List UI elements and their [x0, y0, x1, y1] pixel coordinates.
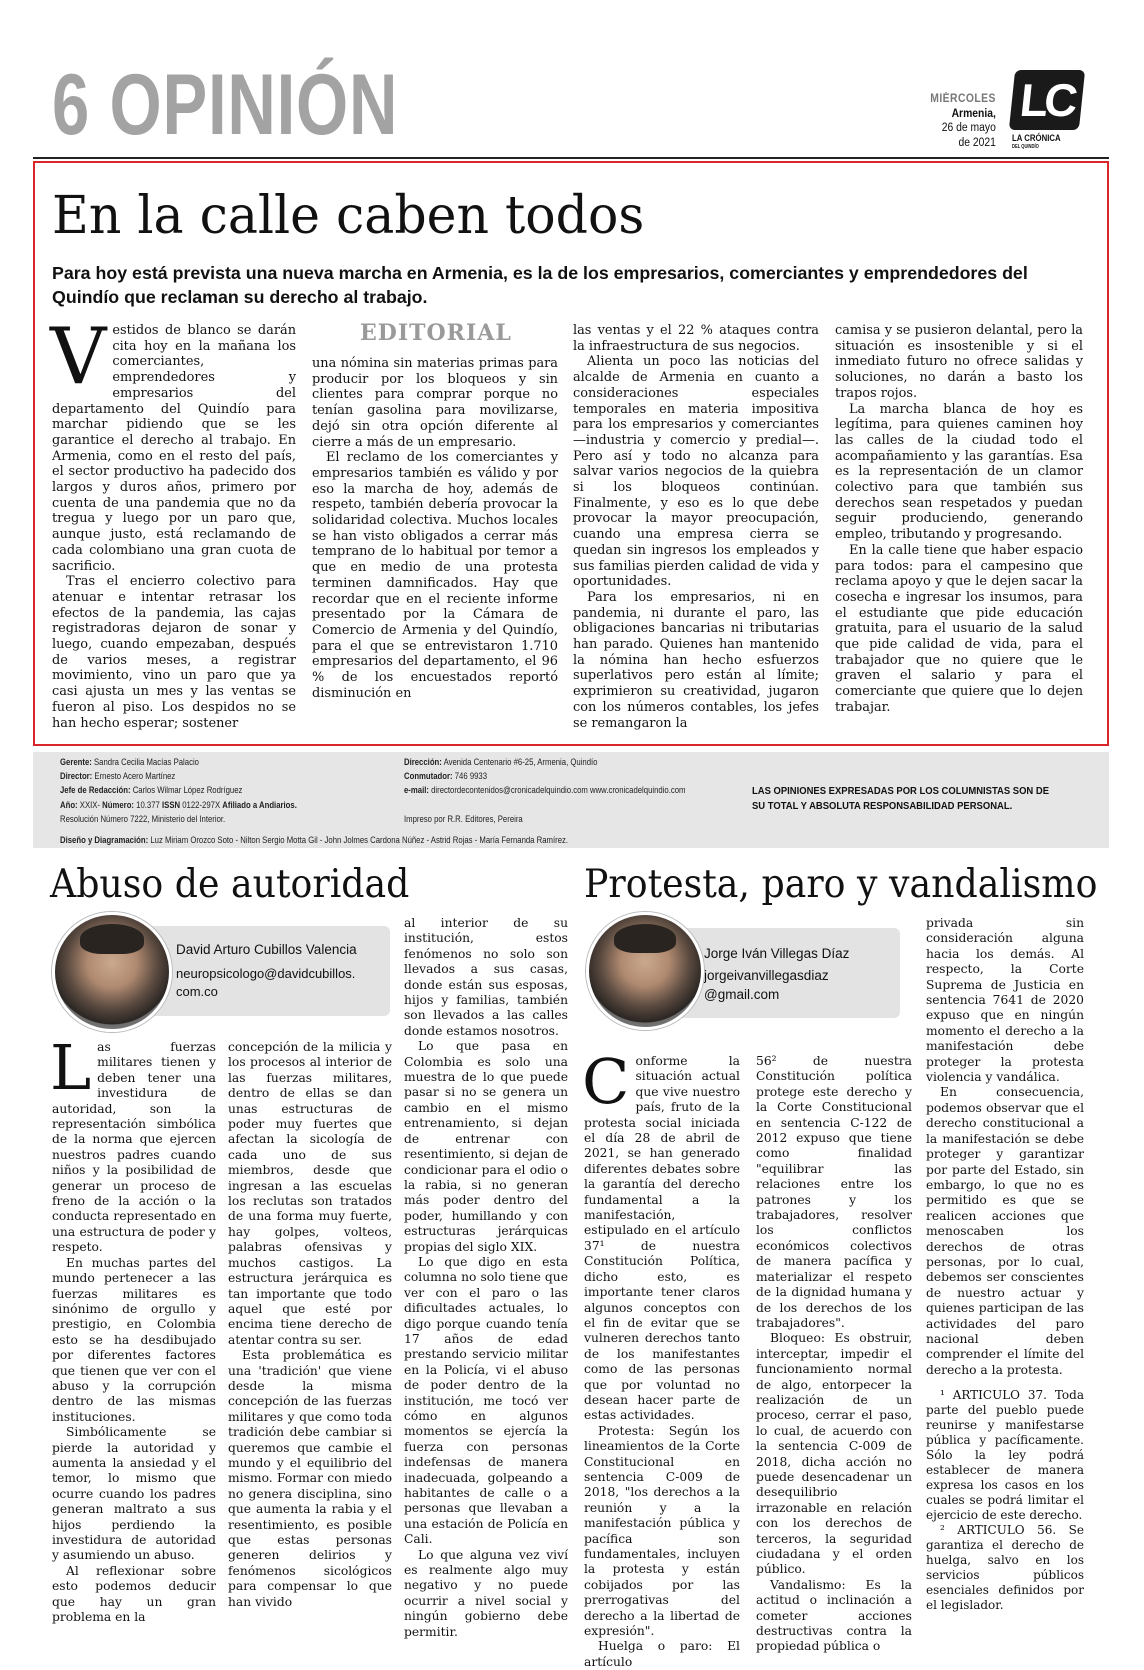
paragraph: Lo que pasa en Colombia es solo una muestra de lo que puede pasar si no se genera un cambio en el mismo entrenamiento, si dejan de entrenar con resentimiento, si dejan de condicionar para el odio o la rabia, si no generan más poder dentro del poder, humillando y con estructuras jerárquicas propias del siglo XIX. — [404, 1039, 568, 1254]
issue-date-line1: 26 de mayo — [941, 122, 996, 134]
editorial-column-1 — [50, 312, 296, 731]
staff-left — [60, 755, 297, 826]
paragraph: Huelga o paro: El artículo — [584, 1639, 740, 1669]
editorial-section-label: EDITORIAL — [360, 320, 512, 346]
issue-day: MIÉRCOLES — [930, 93, 996, 105]
paragraph: Bloqueo: Es obstruir, interceptar, impedir el funcionamiento normal de algo, entorpecer la realización de un proceso, cerrar el paso, lo cual, de acuerdo con la sentencia C-009 de 2018, dicha acción no puede desencadenar un desequilibrio irrazonable en relación con los derechos de terceros, la seguridad ciudadana y el orden público. — [756, 1331, 912, 1577]
dropcap: C — [582, 1045, 630, 1118]
paragraph: Al reflexionar sobre esto podemos deducir que hay un gran problema en la — [52, 1563, 216, 1625]
issue-date-line2: de 2021 — [958, 136, 996, 149]
editorial-dropcap: V — [50, 312, 107, 402]
paragraph: estidos de blanco se darán cita hoy en la mañana los comerciantes, emprendedores y empresarios del departamento del Quindío para marchar pidiendo que se les garantice el derecho al trabajo. En Armenia, como en el resto del país, el sector productivo ha padecido dos largos y duros años, primero por cuenta de una pandemia que no da tregua y luego por un paro que, aunque justo, está reclamando de cada colombiano una gran cuota de sacrificio. — [52, 323, 296, 574]
editorial-column-2 — [312, 356, 558, 701]
staff-director: Director: Ernesto Acero Martínez — [60, 771, 176, 782]
footnote: ² ARTICULO 56. Se garantiza el derecho de huelga, salvo en los servicios públicos esenciales definidos por el legislador. — [926, 1523, 1084, 1613]
paragraph: En muchas partes del mundo pertenecer a las fuerzas militares es sinónimo de orgullo y prestigio, en Colombia esto se ha desdibujado por diferentes factores que tienen que ver con el abuso y la corrupción dentro de las mismas instituciones. — [52, 1255, 216, 1424]
staff-diseno: Diseño y Diagramación: Luz Miriam Orozco Soto - Nilton Sergio Motta Gil - John Jolmes Cardona Núñez - Astrid Rojas - María Fernanda Ramírez. — [60, 835, 569, 845]
paragraph: camisa y se pusieron delantal, pero la situación es insostenible y si el inmediato futuro no ofrece salidas y soluciones, no darán a basto los trapos rojos. — [835, 323, 1083, 401]
author-email-line2: @gmail.com — [704, 987, 780, 1002]
column-left-col-3 — [404, 916, 568, 1640]
author-name: Jorge Iván Villegas Díaz — [704, 946, 850, 961]
paragraph: Vandalismo: Es la actitud o inclinación a cometer acciones destructivas contra la propiedad pública o — [756, 1577, 912, 1654]
paragraph: privada sin consideración alguna hacia los demás. Al respecto, la Corte Suprema de Justicia en sentencia 7641 de 2020 expuso que en ningún momento el derecho a la manifestación debe proteger la protesta violencia y vandálica. — [926, 916, 1084, 1085]
column-right-col-2 — [756, 1054, 912, 1655]
editorial-column-4 — [835, 323, 1083, 716]
issue-city: Armenia, — [951, 107, 996, 120]
author-email-line2: com.co — [176, 984, 218, 999]
paragraph: En la calle tiene que haber espacio para todos: para el campesino que reclama apoyo y que le dejen sacar la cosecha e ingresar los insumos, para el estudiante que pide educación gratuita, para el usuario de la salud que pide calidad de vida, para el trabajador que no quiere que le graven el salario y para el comerciante que quiere que lo dejen trabajar. — [835, 542, 1083, 715]
section-title: 6 OPINIÓN — [52, 57, 399, 153]
author-name: David Arturo Cubillos Valencia — [176, 942, 357, 957]
paragraph: Para los empresarios, ni en pandemia, ni durante el paro, las obligaciones bancarias ni tributarias han parado. Quienes han mantenido la nómina han hecho esfuerzos superlativos pero están al límite; exprimieron su creatividad, jugaron con los números contables, los jefes se remangaron la — [573, 589, 819, 731]
paragraph: Lo que alguna vez viví es realmente algo muy negativo y no puede ocurrir a nivel social y ningún gobierno debe permitir. — [404, 1547, 568, 1639]
paragraph: concepción de la milicia y los procesos al interior de las fuerzas militares, dentro de ellas se dan unas estructuras de poder muy fuertes que afectan la sicología de cada uno de sus miembros, desde que ingresan a las escuelas los reclutas son tratados de una forma muy fuerte, hay golpes, volteos, palabras ofensivas y muchos castigos. La estructura jerárquica es tan importante que todo aquel que esté por encima tiene derecho de atentar contra su ser. — [228, 1040, 392, 1347]
paragraph: 56² de nuestra Constitución política protege este derecho y la Corte Constitucional en sentencia C-122 de 2012 expuso que tiene como finalidad "equilibrar las relaciones entre los patrones y los trabajadores, resolver los conflictos económicos colectivos de manera pacífica y materializar el respeto de la dignidad humana y de los derechos de los trabajadores". — [756, 1054, 912, 1330]
logo-sub: DEL QUINDÍO — [1012, 144, 1039, 150]
issue-date — [930, 92, 996, 150]
paragraph: Simbólicamente se pierde la autoridad y aumenta la ansiedad y el temor, lo mismo que ocurre cuando los padres generan maltrato a sus hijos perdiendo la investidura de autoridad y asumiendo un abuso. — [52, 1425, 216, 1563]
staff-impreso: Impreso por R.R. Editores, Pereira — [404, 813, 523, 824]
staff-direccion: Dirección: Avenida Centenario #6-25, Armenia, Quindío — [404, 757, 598, 767]
paragraph: Esta problemática es una 'tradición' que viene desde la misma concepción de las fuerzas militares y que como toda tradición debe cambiar si queremos que cambie el mundo y el equilibrio del mismo. Formar con miedo no genera disciplina, sino que aumenta la rabia y el resentimiento, es posible que estas personas generen delirios y fenómenos sicológicos para compensar lo que han vivido — [228, 1348, 392, 1609]
author-photo — [52, 912, 172, 1032]
logo-mark: LC — [1009, 70, 1085, 130]
paragraph: Alienta un poco las noticias del alcalde de Armenia en cuanto a consideraciones especiales temporales en materia impositiva para los empresarios y comerciantes —industria y comercio y predial—. Pero así y todo no alcanza para salvar varios negocios de la quiebra si los bloqueos continúan. Finalmente, y eso es lo que debe provocar la mayor preocupación, cuando una empresa cierra se quedan sin ingresos los empleados y sus familias pierden calidad de vida y oportunidades. — [573, 354, 819, 590]
paragraph: La marcha blanca de hoy es legítima, para quienes caminen hoy las calles de la ciudad todo el acompañamiento y las garantías. Esa es la representación de un clamor colectivo para que también sus derechos sean respetados y puedan seguir produciendo, generando empleo, tributando y progresando. — [835, 401, 1083, 543]
paragraph: una nómina sin materias primas para producir por los bloqueos y sin clientes para comprar porque no tenían gasolina para movilizarse, dejó sin otra opción diferente al cierre a más de un empresario. — [312, 356, 558, 450]
staff-resolucion: Resolución Número 7222, Ministerio del Interior. — [60, 813, 226, 824]
paragraph: las ventas y el 22 % ataques contra la infraestructura de sus negocios. — [573, 323, 819, 354]
column-left-title: Abuso de autoridad — [50, 862, 410, 907]
paragraph: as fuerzas militares tienen y deben tener una investidura de autoridad, son la representación simbólica de la norma que ejercen nuestros padres cuando niños y la posibilidad de generar un proceso de freno de la acción o la conducta representado en una estructura de poder y respeto. — [52, 1040, 216, 1255]
editorial-column-3 — [573, 323, 819, 731]
hair-shape — [80, 924, 144, 954]
paragraph: Protesta: Según los lineamientos de la Corte Constitucional en sentencia C-009 de 2018, "los derechos a la reunión y a la manifestación pública y pacífica son fundamentales, incluyen la protesta y están cobijados por las prerrogativas del derecho a la libertad de expresión". — [584, 1423, 740, 1639]
author-email-line1: jorgeivanvillegasdiaz — [704, 968, 829, 983]
staff-middle — [404, 755, 686, 826]
paragraph: Lo que digo en esta columna no solo tiene que ver con el paro o las dificultades actuales, lo digo porque cuando tenía 17 años de edad prestando servicio militar en la Policía, vi el abuso de poder dentro de la institución, me tocó ver cómo en algunos momentos se ejercía la fuerza con personas indefensas de manera inadecuada, golpeando a habitantes de calle o a personas que llevaban a una estación de Policía en Cali. — [404, 1254, 568, 1547]
staff-jefe: Jefe de Redacción: Carlos Wilmar López Rodríguez — [60, 785, 243, 796]
column-left-col-1 — [50, 1031, 216, 1625]
staff-blank — [404, 798, 686, 812]
masthead-rule — [33, 157, 1109, 159]
paragraph: Tras el encierro colectivo para atenuar e intentar retrasar los efectos de la pandemia, las cajas registradoras dejaron de sonar y luego, cuando empezaban, después de varios meses, a registrar movimiento, vino un paro que ya casi ajusta un mes y las ventas se fueron al piso. Los despidos no se han hecho esperar; sostener — [52, 574, 296, 731]
dropcap: L — [50, 1031, 92, 1104]
hair-shape — [614, 924, 677, 953]
author-photo — [586, 912, 704, 1030]
author-email-line1: neuropsicologo@davidcubillos. — [176, 966, 356, 981]
column-right-title: Protesta, paro y vandalismo — [584, 862, 1098, 907]
staff-email: e-mail: directordecontenidos@cronicadelquindio.com www.cronicadelquindio.com — [404, 785, 686, 796]
column-right-col-3 — [926, 916, 1084, 1613]
paragraph: onforme la situación actual que vive nuestro país, fruto de la protesta social iniciada el día 28 de abril de 2021, se han generado diferentes debates sobre la garantía del derecho fundamental a la manifestación, estipulado en el artículo 37¹ de nuestra Constitución Política, dicho esto, es importante tener claros algunos conceptos con el fin de evitar que se vulneren derechos tanto de los manifestantes como de las personas que por voluntad no desean hacer parte de estas actividades. — [584, 1054, 740, 1423]
column-left-col-2 — [228, 1040, 392, 1610]
footnote: ¹ ARTICULO 37. Toda parte del pueblo puede reunirse y manifestarse pública y pacíficamente. Sólo la ley podrá establecer de manera expresa los casos en los cuales se podrá limitar el ejercicio de este derecho. — [926, 1388, 1084, 1523]
logo-name: LA CRÓNICA — [1012, 133, 1061, 144]
editorial-lead: Para hoy está prevista una nueva marcha en Armenia, es la de los empresarios, comerciantes y emprendedores del Quindío que reclaman su derecho al trabajo. — [52, 263, 1028, 307]
staff-conmutador: Conmutador: 746 9933 — [404, 771, 488, 782]
newspaper-logo — [1012, 70, 1084, 158]
column-right-col-1 — [582, 1045, 740, 1670]
staff-numero: Año: XXIX- Número: 10.377 ISSN 0122-297X Afiliado a Andiarios. — [60, 799, 297, 810]
opinion-disclaimer: LAS OPINIONES EXPRESADAS POR LOS COLUMNISTAS SON DE SU TOTAL Y ABSOLUTA RESPONSABILIDAD PERSONAL. — [752, 785, 1050, 812]
paragraph: al interior de su institución, estos fenómenos no solo son llevados a sus casas, donde están sus esposas, hijos y familias, también son llevados a las calles donde estamos nosotros. — [404, 916, 568, 1038]
paragraph: El reclamo de los comerciantes y empresarios también es válido y por eso la marcha de hoy, además de respeto, también debería provocar la solidaridad colectiva. Muchos locales se han visto obligados a cerrar más temprano de lo habitual por temor a que en medio de una protesta terminen damnificados. Hay que recordar que en el reciente informe presentado por la Cámara de Comercio de Armenia y del Quindío, para el que se entrevistaron 1.710 empresarios del departamento, el 96 % de los encuestados reportó disminución en — [312, 450, 558, 701]
staff-gerente: Gerente: Sandra Cecilia Macías Palacio — [60, 757, 199, 767]
editorial-headline: En la calle caben todos — [52, 186, 645, 246]
paragraph: En consecuencia, podemos observar que el derecho constitucional a la manifestación se debe proteger y garantizar por parte del Estado, sin embargo, lo que no es permitido es que se realicen acciones que menoscaben los derechos de otras personas, por lo cual, debemos ser conscientes de nuestro actuar y quienes participan de las actividades del paro nacional deben comprender el límite del derecho a la protesta. — [926, 1085, 1084, 1377]
